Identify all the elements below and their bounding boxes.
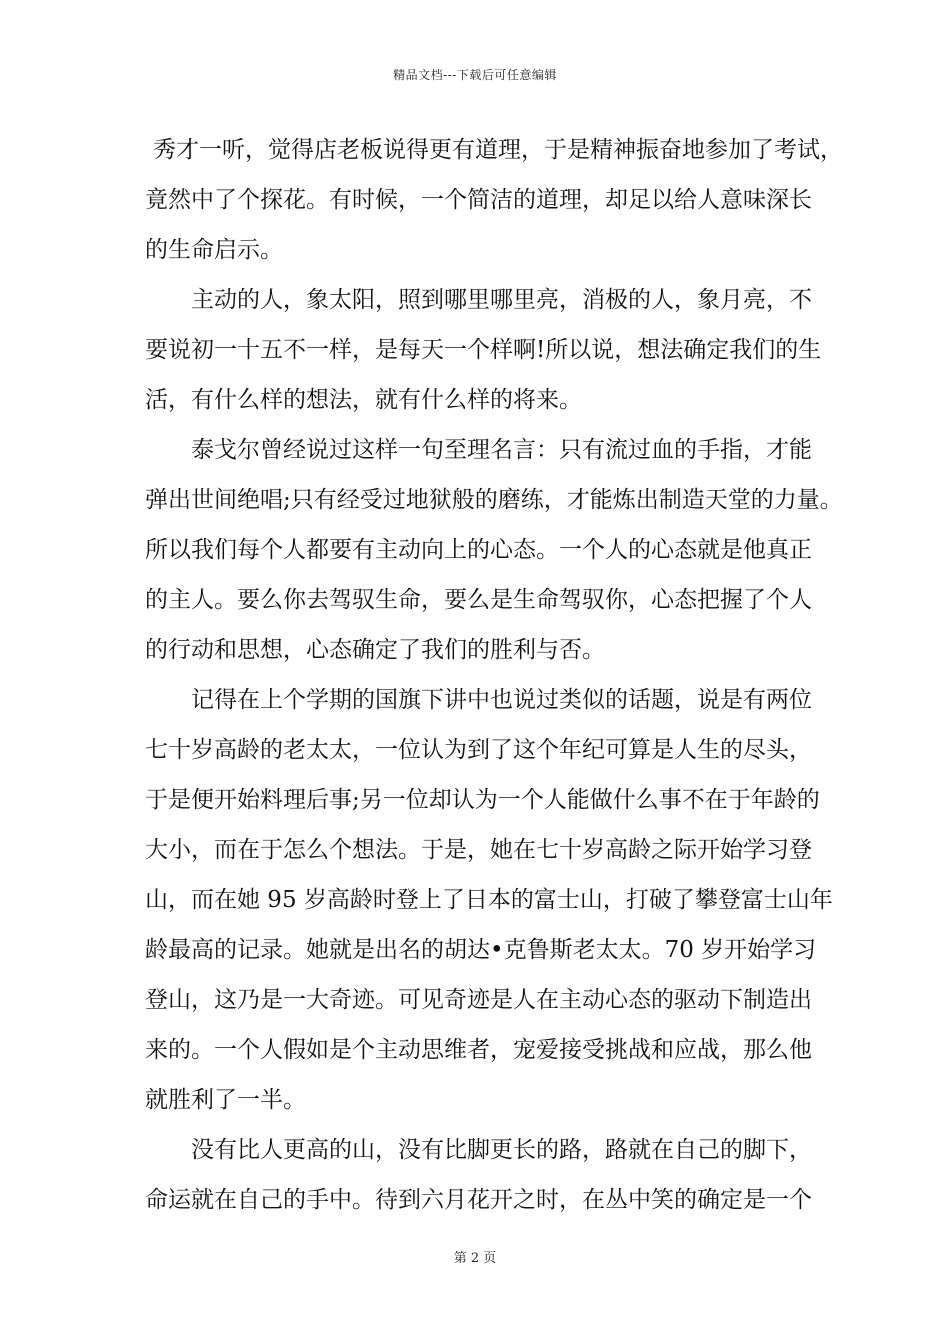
body-line: 山，而在她 95 岁高龄时登上了日本的富士山，打破了攀登富士山年 [145, 887, 833, 913]
body-line: 秀才一听，觉得店老板说得更有道理，于是精神振奋地参加了考试， [153, 137, 843, 163]
page-header: 精品文档---下载后可任意编辑 [393, 68, 557, 82]
body-line: 登山，这乃是一大奇迹。可见奇迹是人在主动心态的驱动下制造出 [145, 987, 812, 1013]
body-line: 大小，而在于怎么个想法。于是，她在七十岁高龄之际开始学习登 [145, 837, 812, 863]
page-footer [0, 1247, 950, 1266]
body-line: 记得在上个学期的国旗下讲中也说过类似的话题，说是有两位 [191, 687, 812, 713]
body-line: 主动的人，象太阳，照到哪里哪里亮，消极的人，象月亮，不 [191, 287, 812, 313]
body-line: 就胜利了一半。 [145, 1087, 306, 1113]
body-line: 龄最高的记录。她就是出名的胡达•克鲁斯老太太。70 岁开始学习 [145, 937, 817, 963]
body-line: 命运就在自己的手中。待到六月花开之时，在丛中笑的确定是一个 [145, 1187, 812, 1213]
footer-prefix: 第 [453, 1251, 467, 1266]
body-line: 弹出世间绝唱;只有经受过地狱般的磨练，才能炼出制造天堂的力量。 [145, 487, 843, 513]
body-line: 的行动和思想，心态确定了我们的胜利与否。 [145, 637, 605, 663]
body-line: 活，有什么样的想法，就有什么样的将来。 [145, 387, 582, 413]
body-line: 没有比人更高的山，没有比脚更长的路，路就在自己的脚下， [191, 1137, 812, 1163]
page-number: 2 [470, 1251, 480, 1266]
body-line: 所以我们每个人都要有主动向上的心态。一个人的心态就是他真正 [145, 537, 812, 563]
body-line: 泰戈尔曾经说过这样一句至理名言：只有流过血的手指，才能 [191, 437, 812, 463]
body-line: 来的。一个人假如是个主动思维者，宠爱接受挑战和应战，那么他 [145, 1037, 812, 1063]
body-line: 的生命启示。 [145, 237, 283, 263]
body-line: 的主人。要么你去驾驭生命，要么是生命驾驭你，心态把握了个人 [145, 587, 812, 613]
footer-suffix: 页 [483, 1251, 497, 1266]
body-line: 于是便开始料理后事;另一位却认为一个人能做什么事不在于年龄的 [145, 787, 820, 813]
body-line: 七十岁高龄的老太太，一位认为到了这个年纪可算是人生的尽头， [145, 737, 812, 763]
body-line: 要说初一十五不一样，是每天一个样啊!所以说，想法确定我们的生 [145, 337, 822, 363]
body-line: 竟然中了个探花。有时候，一个简洁的道理，却足以给人意味深长 [145, 187, 812, 213]
